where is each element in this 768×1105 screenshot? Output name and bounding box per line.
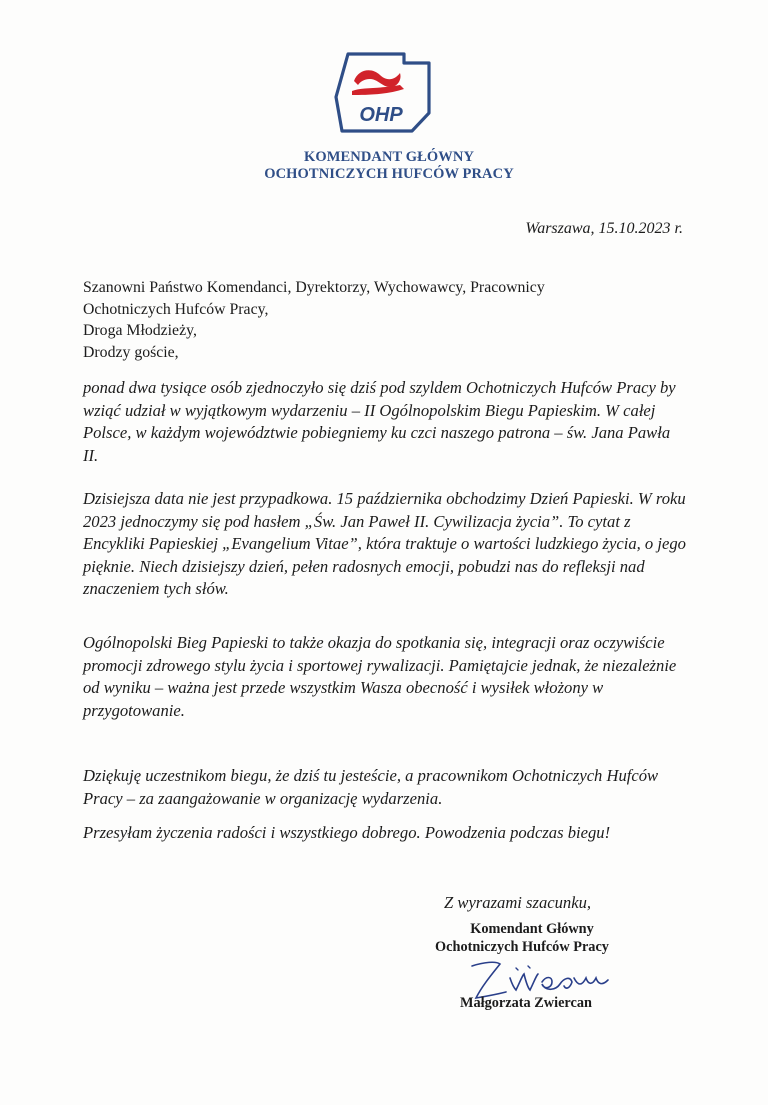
paragraph-1: ponad dwa tysiące osób zjednoczyło się dziś pod szyldem Ochotniczych Hufców Pracy by wziąć udział w wyjątkowym wydarzeniu – II Ogólnopolskim Biegu Papieskim. W całej Polsce, w każdym województwie pobiegniemy ku czci naszego patrona – św. Jana Pawła II. (83, 378, 676, 465)
org-line-1: KOMENDANT GŁÓWNY (303, 149, 475, 165)
salutation (83, 277, 545, 363)
salutation-line: Ochotniczych Hufców Pracy, (83, 300, 269, 318)
closing-regards: Z wyrazami szacunku, (444, 893, 592, 912)
org-line-2: OCHOTNICZYCH HUFCÓW PRACY (264, 166, 514, 182)
salutation-line: Szanowni Państwo Komendanci, Dyrektorzy, Wychowawcy, Pracownicy (83, 279, 545, 296)
signatory-title-2: Ochotniczych Hufców Pracy (435, 939, 609, 955)
letter-date: Warszawa, 15.10.2023 r. (525, 220, 683, 237)
paragraph-4: Dziękuję uczestnikom biegu, że dziś tu jesteście, a pracownikom Ochotniczych Hufców Pracy – za zaangażowanie w organizację wydarzenia. (83, 766, 659, 808)
ohp-logo (334, 51, 432, 135)
signatory-name: Małgorzata Zwiercan (460, 995, 592, 1011)
svg-text:OHP: OHP (359, 104, 403, 126)
paragraph-5: Przesyłam życzenia radości i wszystkiego dobrego. Powodzenia podczas biegu! (83, 823, 611, 842)
paragraph-3: Ogólnopolski Bieg Papieski to także okazja do spotkania się, integracji oraz oczywiście promocji zdrowego stylu życia i sportowej rywalizacji. Pamiętajcie jednak, że niezależnie od wyniku – ważna jest przede wszystkim Wasza obecność i wysiłek włożony w przygotowanie. (83, 633, 677, 720)
salutation-line: Droga Młodzieży, (83, 322, 197, 339)
salutation-line: Drodzy goście, (83, 343, 179, 361)
signatory-title-1: Komendant Główny (470, 921, 594, 937)
paragraph-2: Dzisiejsza data nie jest przypadkowa. 15 października obchodzimy Dzień Papieski. W roku 2023 jednoczymy się pod hasłem „Św. Jan Paweł II. Cywilizacja życia”. To cytat z Encykliki Papieskiej „Evangelium Vitae”, która traktuje o wartości ludzkiego życia, o jego pięknie. Niech dzisiejszy dzień, pełen radosnych emocji, pobudzi nas do refleksji nad znaczeniem tych słów. (83, 489, 686, 598)
